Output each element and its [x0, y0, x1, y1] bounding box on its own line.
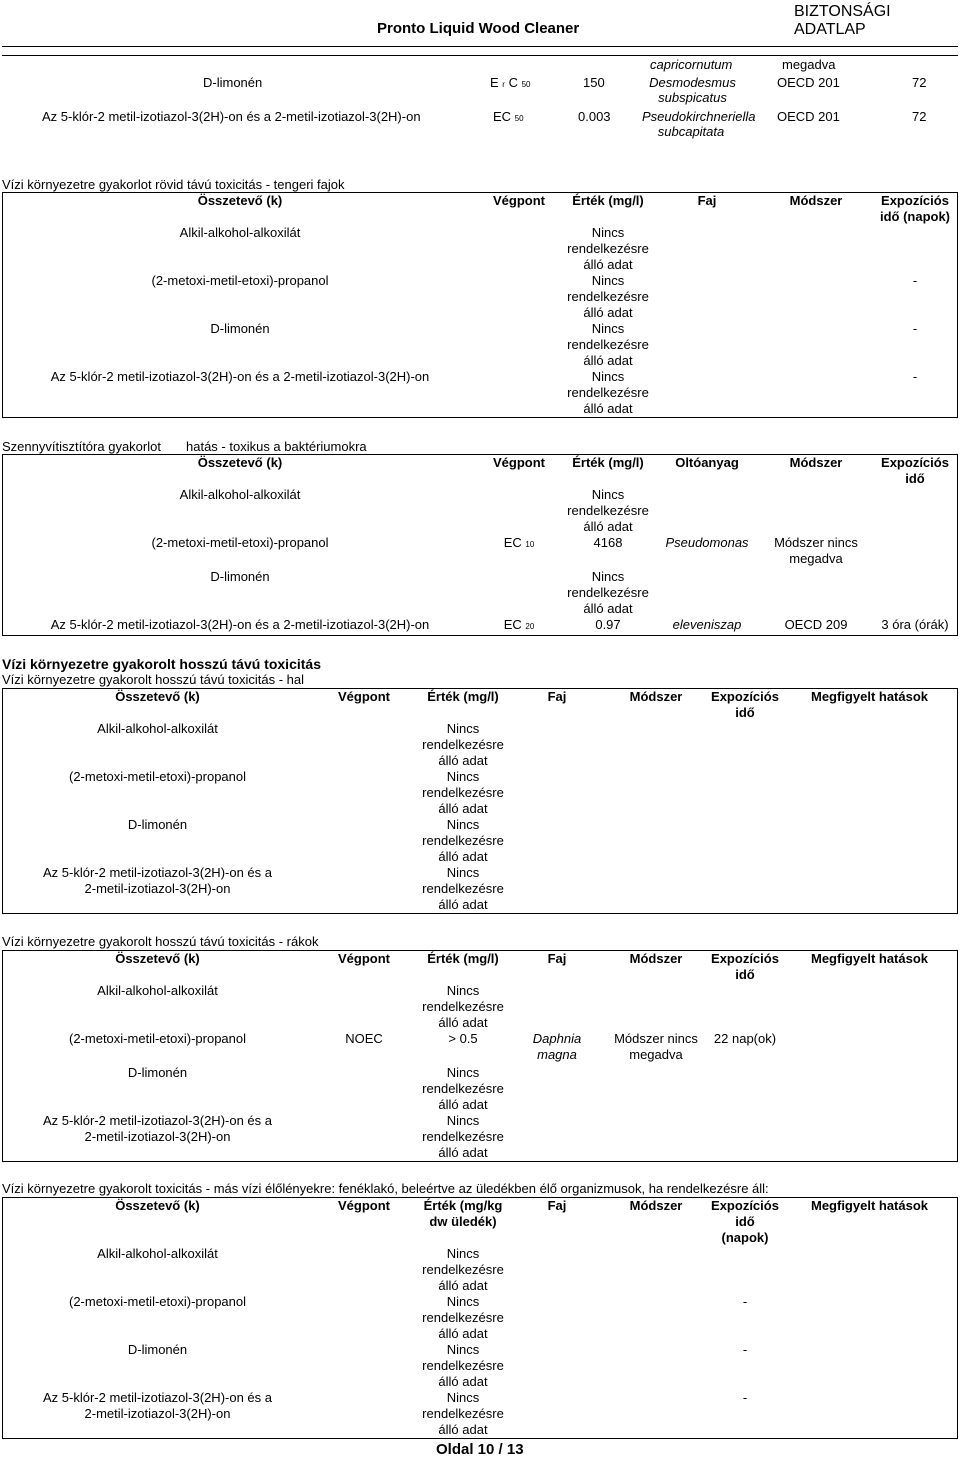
header-value: Érték (mg/l)	[427, 689, 499, 704]
section-heading: Vízi környezetre gyakorolt hosszú távú toxicitás	[2, 656, 321, 672]
species-cell: Daphnia magna	[532, 1031, 582, 1062]
value-cell: Nincs rendelkezésre álló adat	[567, 487, 649, 534]
marine-table	[2, 192, 958, 418]
value-cell: Nincs rendelkezésre álló adat	[422, 1113, 504, 1160]
time-cell: 72	[912, 75, 927, 90]
header-endpoint: Végpont	[338, 951, 390, 966]
header-endpoint: Végpont	[493, 455, 545, 470]
value-cell: Nincs rendelkezésre álló adat	[567, 369, 649, 416]
value-cell: Nincs rendelkezésre álló adat	[567, 569, 649, 616]
section-title: Vízi környezetre gyakorlot rövid távú toxicitás - tengeri fajok	[2, 177, 345, 192]
component-cell: Az 5-klór-2 metil-izotiazol-3(2H)-on és a 2-metil-izotiazol-3(2H)-on	[50, 617, 430, 632]
method-cell: Módszer nincs megadva	[774, 535, 858, 566]
crab-table	[2, 950, 958, 1162]
sediment-table	[2, 1197, 958, 1439]
value-cell: 0.97	[595, 617, 621, 632]
component-cell: (2-metoxi-metil-etoxi)-propanol	[151, 273, 329, 288]
header-time: Expozíciós idő	[881, 455, 949, 486]
header-divider	[2, 46, 958, 47]
component-cell: (2-metoxi-metil-etoxi)-propanol	[69, 1294, 246, 1309]
method-cell: Módszer nincs megadva	[614, 1031, 698, 1062]
component-cell: Alkil-alkohol-alkoxilát	[97, 721, 218, 736]
header-component: Összetevő (k)	[115, 951, 200, 966]
value-cell: Nincs rendelkezésre álló adat	[422, 1342, 504, 1389]
page-number: Oldal 10 / 13	[436, 1441, 524, 1458]
component-cell: D-limonén	[127, 1065, 188, 1080]
header-effects: Megfigyelt hatások	[810, 951, 929, 966]
section-subtitle: hatás - toxikus a baktériumokra	[186, 439, 367, 454]
time-cell: -	[742, 1390, 748, 1405]
time-cell: -	[912, 321, 918, 336]
header-endpoint: Végpont	[493, 193, 545, 208]
component-cell: Az 5-klór-2 metil-izotiazol-3(2H)-on és a 2-metil-izotiazol-3(2H)-on	[42, 109, 421, 124]
header-endpoint: Végpont	[338, 689, 390, 704]
header-method: Módszer	[629, 689, 683, 704]
header-time: Expozíciós idő (napok)	[879, 193, 951, 224]
component-cell: Az 5-klór-2 metil-izotiazol-3(2H)-on és a 2-metil-izotiazol-3(2H)-on	[42, 1113, 272, 1144]
value-cell: Nincs rendelkezésre álló adat	[422, 721, 504, 768]
header-inoculum: Oltóanyag	[675, 455, 739, 470]
endpoint-cell: E r C 50	[490, 75, 531, 90]
header-endpoint: Végpont	[338, 1198, 390, 1213]
header-effects: Megfigyelt hatások	[810, 1198, 929, 1213]
component-cell: D-limonén	[210, 321, 270, 336]
component-cell: D-limonén	[127, 817, 188, 832]
component-cell: Alkil-alkohol-alkoxilát	[179, 225, 301, 240]
value-cell: 0.003	[578, 109, 611, 124]
value-cell: 150	[583, 75, 605, 90]
section-title: Vízi környezetre gyakorolt hosszú távú toxicitás - rákok	[2, 934, 319, 949]
component-cell: Alkil-alkohol-alkoxilát	[97, 983, 218, 998]
header-species: Faj	[547, 951, 567, 966]
component-cell: (2-metoxi-metil-etoxi)-propanol	[151, 535, 329, 550]
header-value: Érték (mg/l)	[572, 455, 644, 470]
component-cell: (2-metoxi-metil-etoxi)-propanol	[69, 1031, 246, 1046]
time-cell: -	[912, 369, 918, 384]
endpoint-cell: EC 10	[503, 535, 535, 550]
value-cell: Nincs rendelkezésre álló adat	[567, 273, 649, 320]
endpoint-cell: NOEC	[345, 1031, 383, 1046]
section-title: Vízi környezetre gyakorolt hosszú távú toxicitás - hal	[2, 672, 305, 687]
value-cell: Nincs rendelkezésre álló adat	[422, 1246, 504, 1293]
value-cell: Nincs rendelkezésre álló adat	[422, 865, 504, 912]
method-cell: OECD 201	[777, 109, 840, 124]
header-time: Expozíciós idő	[711, 689, 779, 720]
time-cell: -	[742, 1342, 748, 1357]
header-species: Faj	[547, 1198, 567, 1213]
section-title: Vízi környezetre gyakorolt toxicitás - más vízi élőlényekre: fenéklakó, beleértve az üledékben élő organizmusok, ha rendelkezésre áll:	[2, 1181, 769, 1196]
time-cell: -	[912, 273, 918, 288]
header-method: Módszer	[789, 193, 843, 208]
time-cell: 3 óra (órák)	[881, 617, 949, 632]
header-value: Érték (mg/kg dw üledék)	[423, 1198, 503, 1229]
method-cell: OECD 201	[777, 75, 840, 90]
header-component: Összetevő (k)	[115, 1198, 200, 1213]
inoculum-cell: Pseudomonas	[665, 535, 749, 550]
header-method: Módszer	[629, 1198, 683, 1213]
inoculum-cell: eleveniszap	[672, 617, 742, 632]
top-table-border	[2, 55, 958, 56]
value-cell: 4168	[593, 535, 623, 550]
product-name: Pronto Liquid Wood Cleaner	[377, 20, 580, 37]
endpoint-cell: EC 50	[493, 109, 524, 124]
component-cell: D-limonén	[127, 1342, 188, 1357]
value-cell: Nincs rendelkezésre álló adat	[567, 321, 649, 368]
component-cell: D-limonén	[210, 569, 270, 584]
sewage-table	[2, 454, 958, 636]
value-cell: Nincs rendelkezésre álló adat	[567, 225, 649, 272]
component-cell: D-limonén	[203, 75, 263, 90]
value-cell: Nincs rendelkezésre álló adat	[422, 769, 504, 816]
header-method: Módszer	[629, 951, 683, 966]
header-effects: Megfigyelt hatások	[810, 689, 929, 704]
component-cell: Az 5-klór-2 metil-izotiazol-3(2H)-on és a 2-metil-izotiazol-3(2H)-on	[42, 865, 272, 896]
value-cell: Nincs rendelkezésre álló adat	[422, 983, 504, 1030]
method-cell: OECD 209	[784, 617, 848, 632]
header-time: Expozíciós idő (napok)	[711, 1198, 779, 1245]
value-cell: > 0.5	[448, 1031, 478, 1046]
method-cell: megadva	[782, 57, 836, 72]
component-cell: Alkil-alkohol-alkoxilát	[179, 487, 301, 502]
species-cell: Desmodesmus subspicatus	[649, 75, 736, 105]
time-cell: 22 nap(ok)	[713, 1031, 777, 1046]
component-cell: Az 5-klór-2 metil-izotiazol-3(2H)-on és a 2-metil-izotiazol-3(2H)-on	[50, 369, 430, 384]
component-cell: (2-metoxi-metil-etoxi)-propanol	[69, 769, 246, 784]
header-method: Módszer	[789, 455, 843, 470]
header-species: Faj	[547, 689, 567, 704]
header-value: Érték (mg/l)	[572, 193, 644, 208]
component-cell: Az 5-klór-2 metil-izotiazol-3(2H)-on és a 2-metil-izotiazol-3(2H)-on	[42, 1390, 272, 1421]
species-cell: capricornutum	[650, 57, 733, 72]
endpoint-cell: EC 20	[503, 617, 535, 632]
header-component: Összetevő (k)	[115, 689, 200, 704]
header-value: Érték (mg/l)	[427, 951, 499, 966]
component-cell: Alkil-alkohol-alkoxilát	[97, 1246, 218, 1261]
header-component: Összetevő (k)	[197, 455, 283, 470]
header-species: Faj	[697, 193, 717, 208]
value-cell: Nincs rendelkezésre álló adat	[422, 1065, 504, 1112]
time-cell: 72	[912, 109, 927, 124]
value-cell: Nincs rendelkezésre álló adat	[422, 817, 504, 864]
header-time: Expozíciós idő	[711, 951, 779, 982]
value-cell: Nincs rendelkezésre álló adat	[422, 1294, 504, 1341]
value-cell: Nincs rendelkezésre álló adat	[422, 1390, 504, 1437]
section-title: Szennyvítisztítóra gyakorlot	[2, 439, 161, 454]
document-type: BIZTONSÁGI ADATLAP	[794, 3, 891, 38]
fish-table	[2, 688, 958, 914]
time-cell: -	[742, 1294, 748, 1309]
header-component: Összetevő (k)	[197, 193, 283, 208]
species-cell: Pseudokirchneriella subcapitata	[642, 109, 756, 139]
